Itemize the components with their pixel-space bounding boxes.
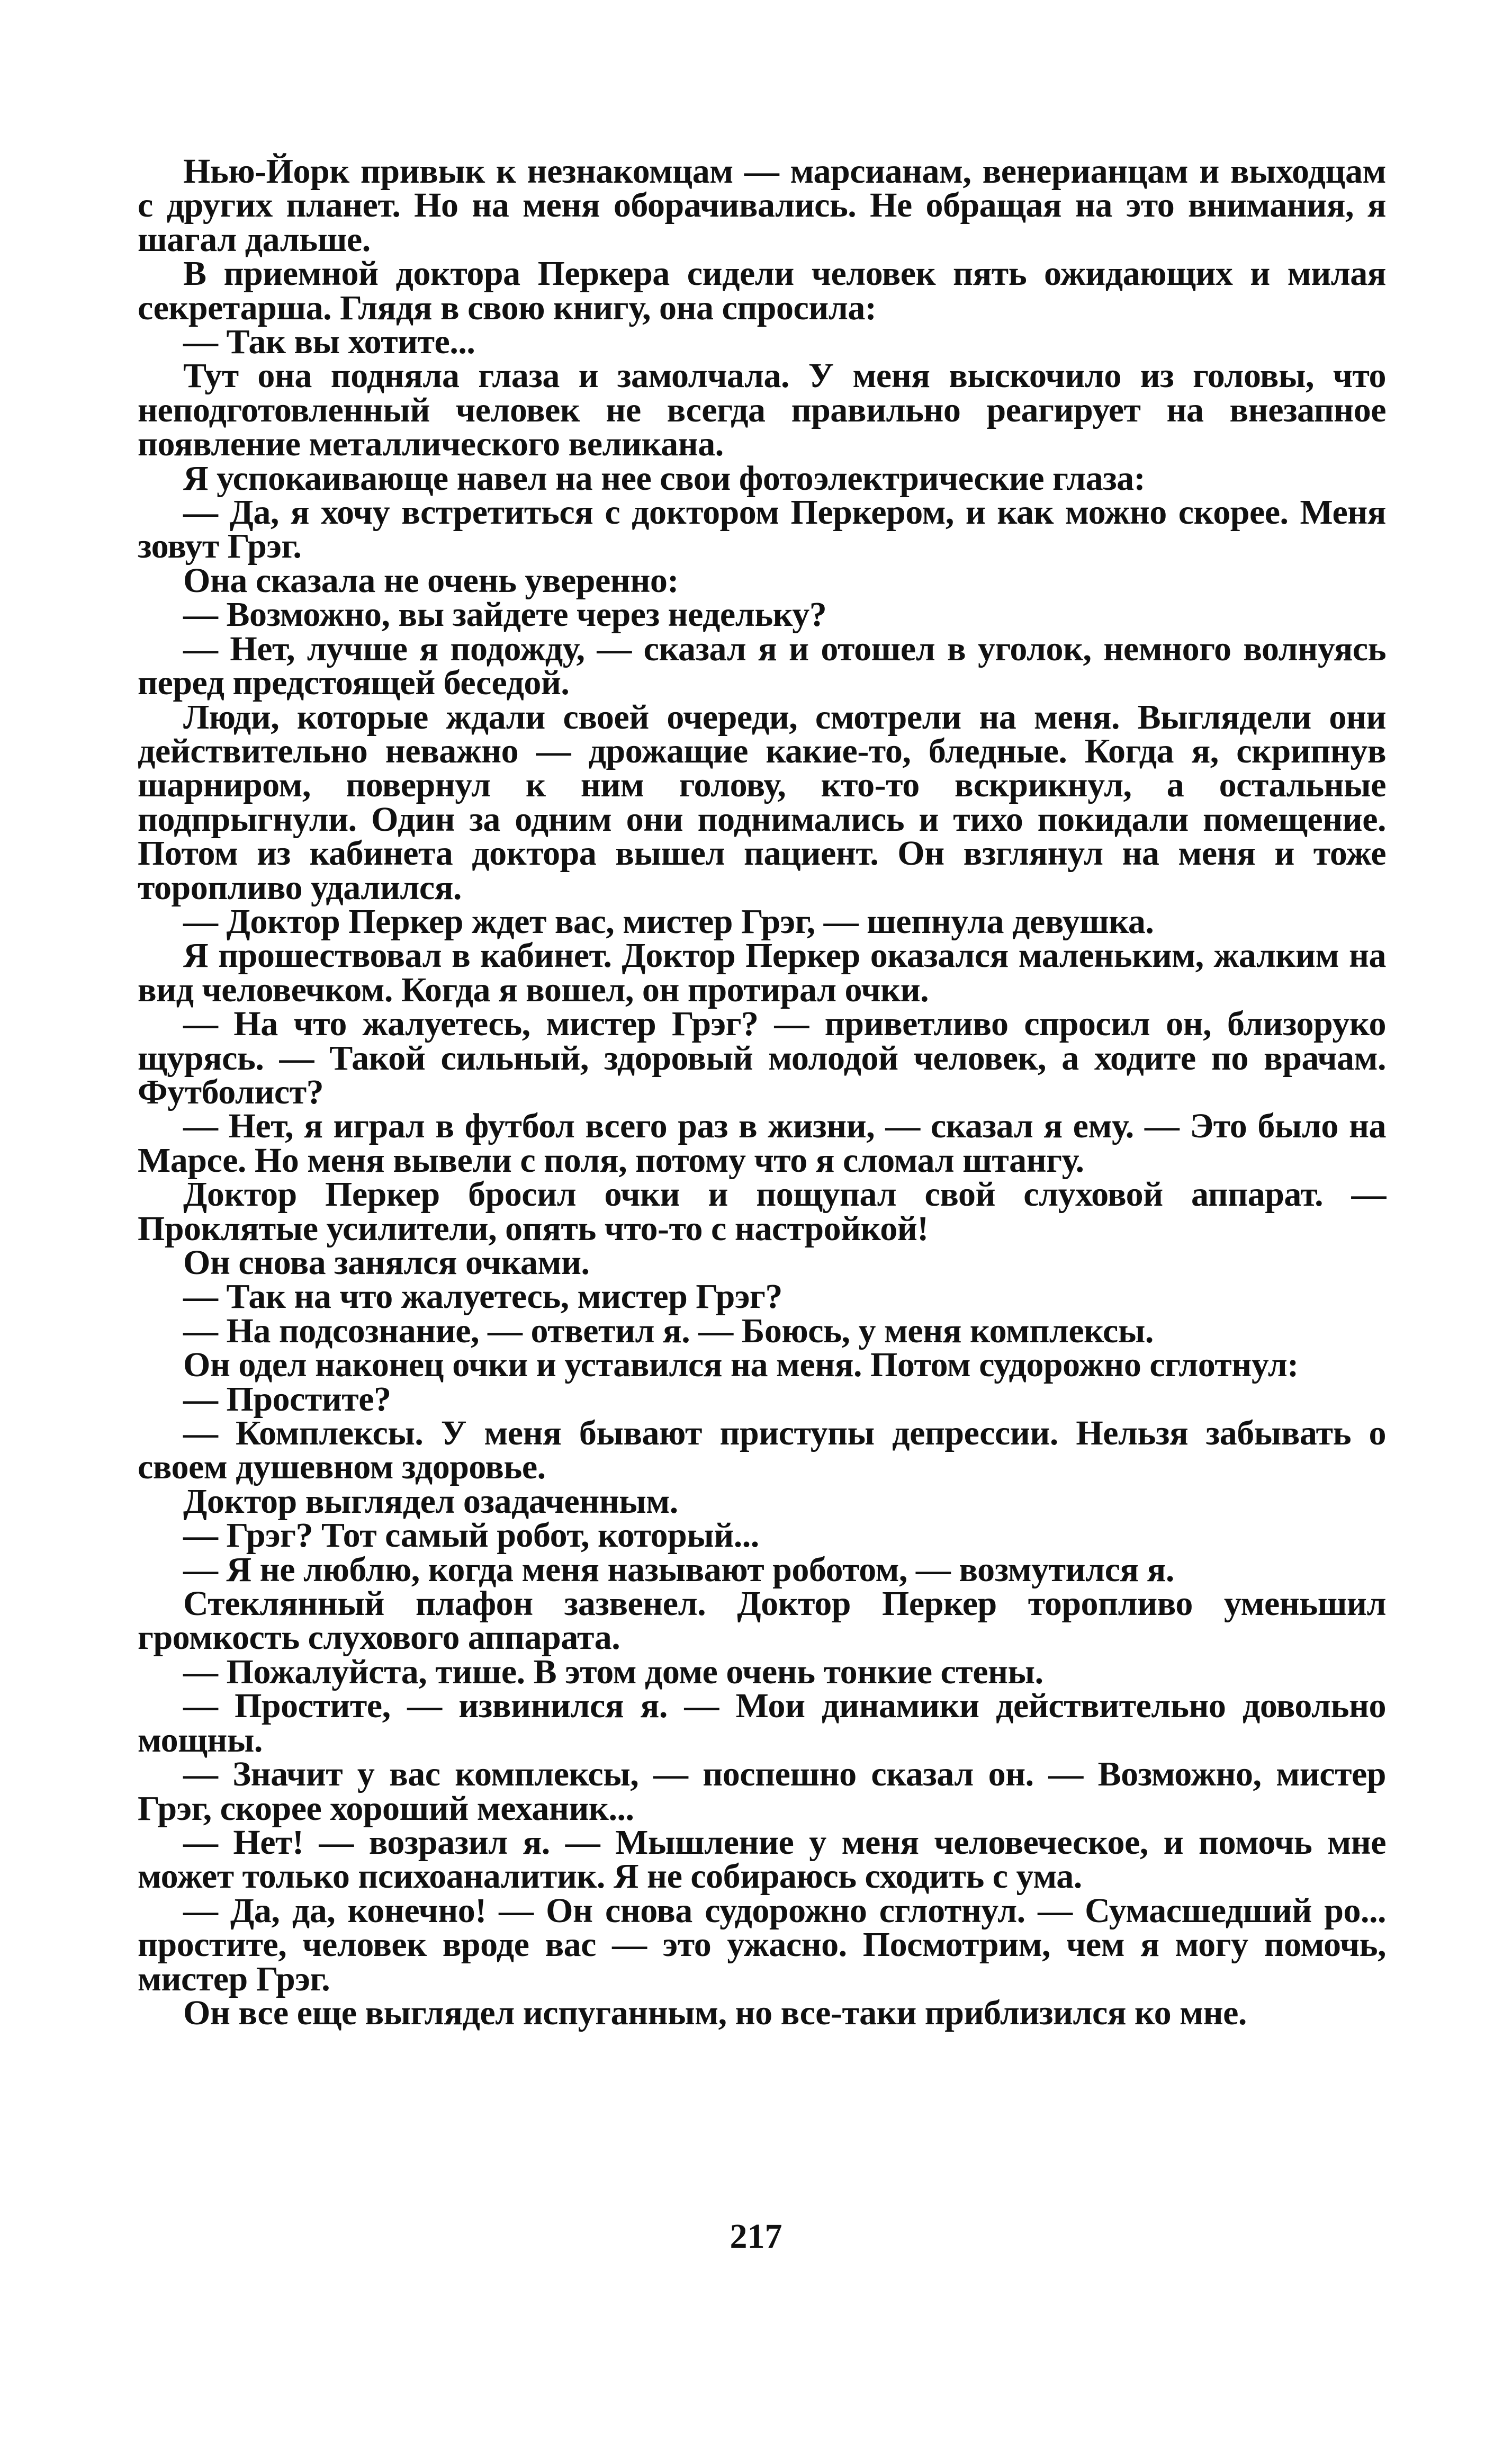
paragraph: Он все еще выглядел испуганным, но все-таки приблизился ко мне. [183, 1993, 1247, 2032]
paragraph: — Простите? [183, 1379, 391, 1419]
paragraph: Люди, которые ждали своей очереди, смотрели на меня. Выглядели они действительно неважно — дрожащие какие-то, бледные. Когда я, скрипнув шарниром, повернул к ним голову, кто-то вскрикнул, а остальные подпрыгнули. Один за одним они поднимались и тихо покидали помещение. Потом из кабинета доктора вышел пациент. Он взглянул на меня и тоже торопливо удалился. [138, 697, 1386, 907]
paragraph: — Комплексы. У меня бывают приступы депрессии. Нельзя забывать о своем душевном здоровье. [138, 1414, 1386, 1487]
paragraph: Тут она подняла глаза и замолчала. У меня выскочило из головы, что неподготовленный человек не всегда правильно реагирует на внезапное появление металлического великана. [138, 356, 1386, 464]
paragraph: — Да, да, конечно! — Он снова судорожно сглотнул. — Сумасшедший ро... простите, человек вроде вас — это ужасно. Посмотрим, чем я могу помочь, мистер Грэг. [138, 1891, 1386, 1998]
paragraph: — Пожалуйста, тише. В этом доме очень тонкие стены. [183, 1652, 1043, 1691]
paragraph: Я прошествовал в кабинет. Доктор Перкер оказался маленьким, жалким на вид человечком. Когда я вошел, он протирал очки. [138, 936, 1386, 1009]
paragraph: — На что жалуетесь, мистер Грэг? — приветливо спросил он, близоруко щурясь. — Такой сильный, здоровый молодой человек, а ходите по врачам. Футболист? [138, 1004, 1386, 1111]
paragraph: — Возможно, вы зайдете через недельку? [183, 595, 827, 634]
paragraph: — Так вы хотите... [183, 322, 475, 362]
paragraph: — Простите, — извинился я. — Мои динамики действительно довольно мощны. [138, 1686, 1386, 1760]
paragraph: Она сказала не очень уверенно: [183, 561, 679, 600]
paragraph: Нью-Йорк привык к незнакомцам — марсианам, венерианцам и выходцам с других планет. Но на меня оборачивались. Не обращая на это внимания, я шагал дальше. [138, 152, 1386, 259]
paragraph: Доктор выглядел озадаченным. [183, 1482, 678, 1521]
paragraph: Стеклянный плафон зазвенел. Доктор Перкер торопливо уменьшил громкость слухового аппарата. [138, 1584, 1386, 1657]
paragraph: — Нет! — возразил я. — Мышление у меня человеческое, и помочь мне может только психоаналитик. Я не собираюсь сходить с ума. [138, 1823, 1386, 1896]
paragraph: Он одел наконец очки и уставился на меня. Потом судорожно сглотнул: [183, 1345, 1299, 1385]
paragraph: — Доктор Перкер ждет вас, мистер Грэг, — шепнула девушка. [183, 902, 1154, 941]
body-text [138, 152, 1386, 2032]
page-number: 217 [730, 2217, 782, 2256]
paragraph: Доктор Перкер бросил очки и пощупал свой слуховой аппарат. — Проклятые усилители, опять что-то с настройкой! [138, 1175, 1386, 1248]
paragraph: В приемной доктора Перкера сидели человек пять ожидающих и милая секретарша. Глядя в свою книгу, она спросила: [138, 254, 1386, 327]
paragraph: — Да, я хочу встретиться с доктором Перкером, и как можно скорее. Меня зовут Грэг. [138, 493, 1386, 566]
paragraph: — На подсознание, — ответил я. — Боюсь, у меня комплексы. [183, 1311, 1154, 1350]
paragraph: — Так на что жалуетесь, мистер Грэг? [183, 1277, 782, 1316]
paragraph: — Нет, лучше я подожду, — сказал я и отошел в уголок, немного волнуясь перед предстоящей беседой. [138, 629, 1386, 703]
paragraph: — Нет, я играл в футбол всего раз в жизни, — сказал я ему. — Это было на Марсе. Но меня вывели с поля, потому что я сломал штангу. [138, 1107, 1386, 1180]
paragraph: Он снова занялся очками. [183, 1243, 590, 1282]
paragraph: — Значит у вас комплексы, — поспешно сказал он. — Возможно, мистер Грэг, скорее хороший механик... [138, 1755, 1386, 1828]
paragraph: Я успокаивающе навел на нее свои фотоэлектрические глаза: [183, 459, 1146, 498]
paragraph: — Я не люблю, когда меня называют роботом, — возмутился я. [183, 1550, 1174, 1589]
paragraph: — Грэг? Тот самый робот, который... [183, 1516, 759, 1555]
